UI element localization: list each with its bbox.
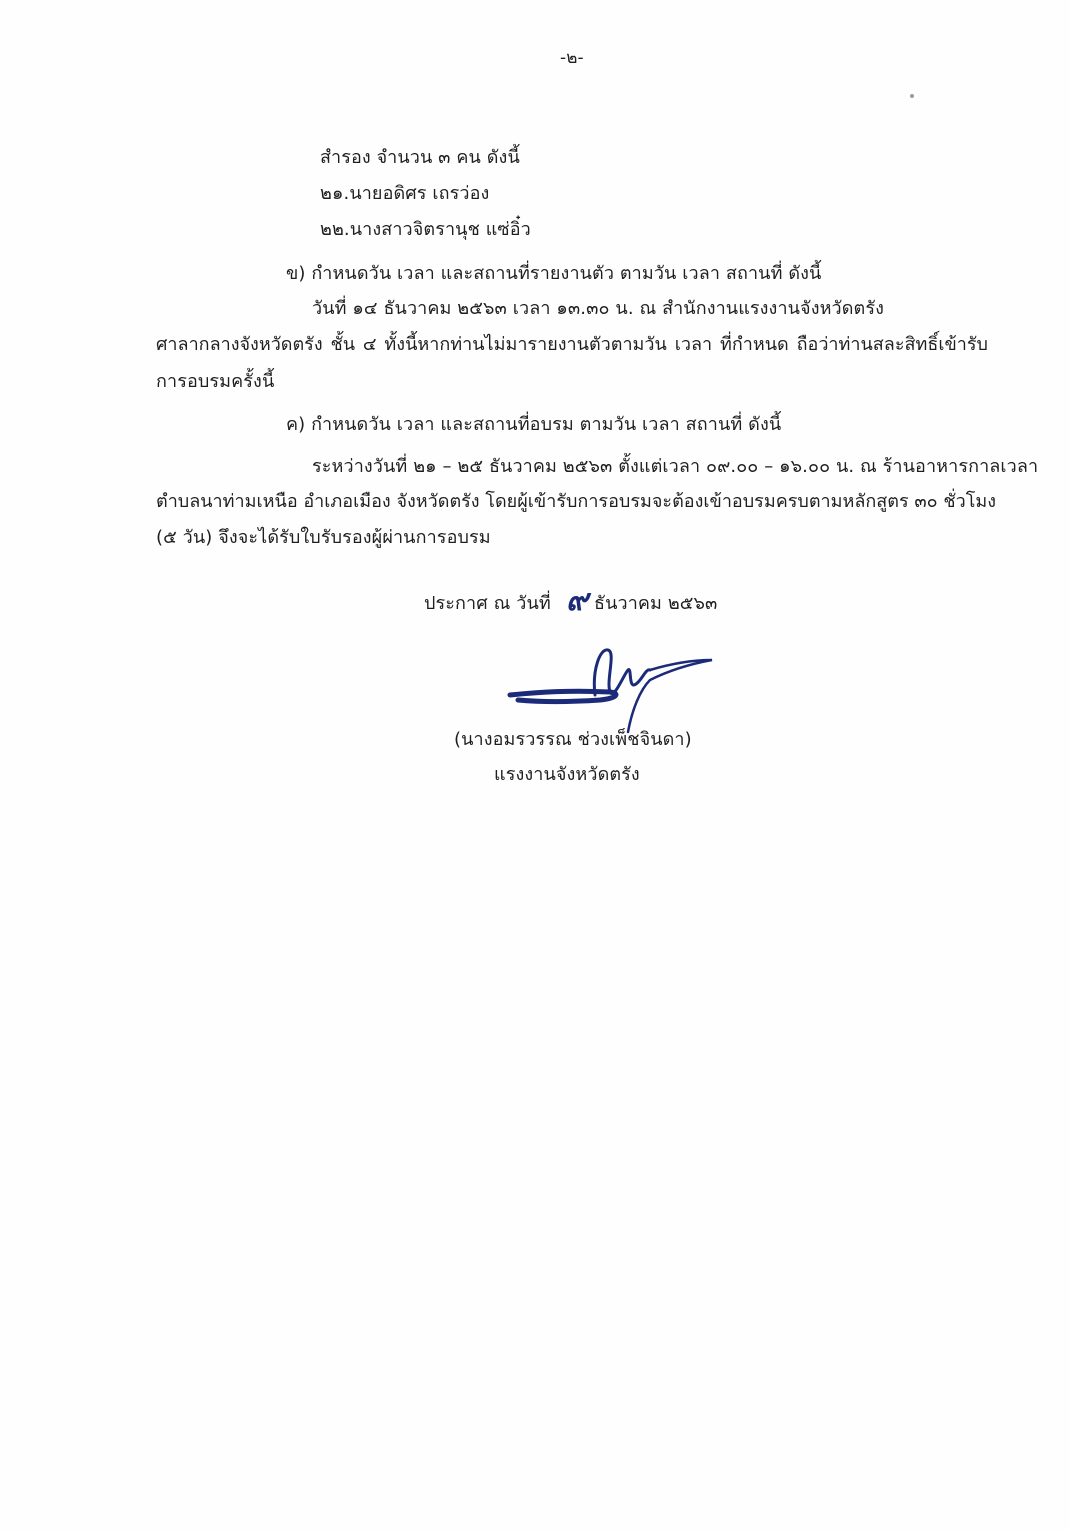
handwritten-signature xyxy=(500,640,720,740)
section-b-heading: ข) กำหนดวัน เวลา และสถานที่รายงานตัว ตามวัน เวลา สถานที่ ดังนี้ xyxy=(286,263,822,284)
reserve-name-21: ๒๑.นายอดิศร เถรว่อง xyxy=(320,183,490,204)
announcement-prefix: ประกาศ ณ วันที่ xyxy=(424,593,551,614)
reserve-heading: สำรอง จำนวน ๓ คน ดังนี้ xyxy=(320,147,520,168)
reserve-name-22: ๒๒.นางสาวจิตรานุช แซ่อิ๋ว xyxy=(320,219,531,240)
section-b-line-2: ศาลากลางจังหวัดตรัง ชั้น ๔ ทั้งนี้หากท่านไม่มารายงานตัวตามวัน เวลา ที่กำหนด ถือว่าท่านสละสิทธิ์เข้ารับ xyxy=(156,334,988,355)
signatory-position: แรงงานจังหวัดตรัง xyxy=(494,764,640,785)
section-b-line-3: การอบรมครั้งนี้ xyxy=(156,371,275,392)
section-c-line-2: ตำบลนาท่ามเหนือ อำเภอเมือง จังหวัดตรัง โดยผู้เข้ารับการอบรมจะต้องเข้าอบรมครบตามหลักสูตร ๓๐ ชั่วโมง xyxy=(156,491,997,512)
section-c-line-1: ระหว่างวันที่ ๒๑ – ๒๕ ธันวาคม ๒๕๖๓ ตั้งแต่เวลา ๐๙.๐๐ – ๑๖.๐๐ น. ณ ร้านอาหารกาลเวลา xyxy=(312,456,1039,477)
page-number: -๒- xyxy=(560,48,584,68)
section-b-line-1: วันที่ ๑๔ ธันวาคม ๒๕๖๓ เวลา ๑๓.๓๐ น. ณ สำนักงานแรงงานจังหวัดตรัง xyxy=(312,298,884,319)
section-c-heading: ค) กำหนดวัน เวลา และสถานที่อบรม ตามวัน เวลา สถานที่ ดังนี้ xyxy=(286,414,782,435)
announcement-suffix: ธันวาคม ๒๕๖๓ xyxy=(594,593,718,614)
section-c-line-3: (๕ วัน) จึงจะได้รับใบรับรองผู้ผ่านการอบรม xyxy=(156,527,491,548)
signatory-name: (นางอมรวรรณ ช่วงเพ็ชจินดา) xyxy=(454,729,692,750)
scan-speck xyxy=(910,94,914,98)
handwritten-day: ๙ xyxy=(566,583,588,618)
